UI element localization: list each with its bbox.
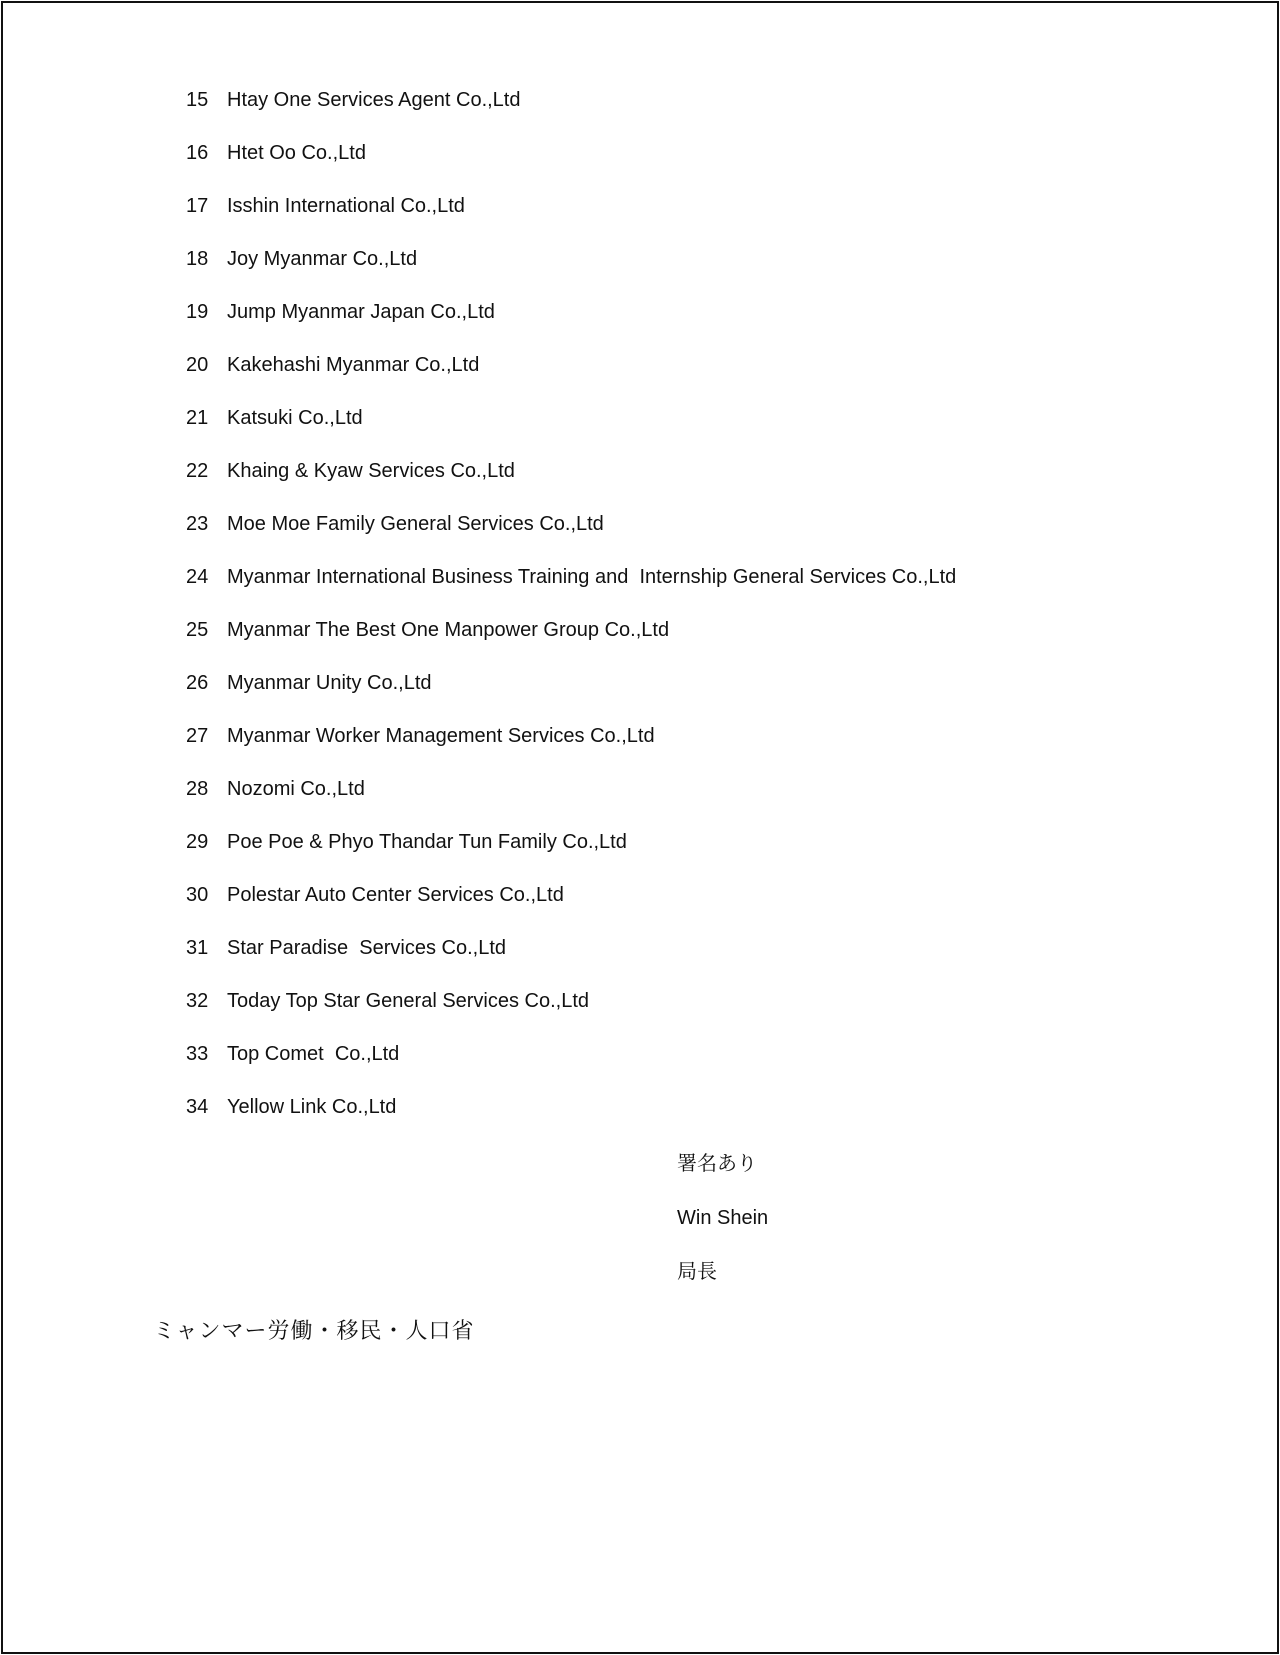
list-item — [186, 1042, 956, 1095]
item-number: 29 — [186, 831, 209, 853]
ministry-name: ミャンマー労働・移民・人口省 — [153, 1318, 475, 1343]
list-item — [186, 936, 956, 989]
item-number: 18 — [186, 248, 209, 270]
list-item — [186, 512, 956, 565]
list-item — [186, 830, 956, 883]
company-name: Katsuki Co.,Ltd — [227, 407, 363, 429]
company-name: Myanmar Worker Management Services Co.,Ltd — [227, 725, 655, 747]
list-item — [186, 247, 956, 300]
item-number: 16 — [186, 142, 209, 164]
company-name: Myanmar International Business Training and Internship General Services Co.,Ltd — [227, 566, 957, 588]
item-number: 31 — [186, 937, 209, 959]
list-item — [186, 671, 956, 724]
company-list — [186, 88, 956, 1148]
list-item — [186, 883, 956, 936]
company-name: Top Comet Co.,Ltd — [227, 1043, 400, 1065]
list-item — [186, 406, 956, 459]
list-item — [186, 618, 956, 671]
company-name: Polestar Auto Center Services Co.,Ltd — [227, 884, 564, 906]
item-number: 23 — [186, 513, 209, 535]
item-number: 32 — [186, 990, 209, 1012]
company-name: Nozomi Co.,Ltd — [227, 778, 365, 800]
list-item — [186, 989, 956, 1042]
company-name: Kakehashi Myanmar Co.,Ltd — [227, 354, 480, 376]
list-item — [186, 565, 956, 618]
signatory-name: Win Shein — [677, 1207, 769, 1229]
list-item — [186, 353, 956, 406]
item-number: 19 — [186, 301, 209, 323]
item-number: 34 — [186, 1096, 209, 1118]
signed-note: 署名あり — [677, 1153, 757, 1175]
item-number: 27 — [186, 725, 209, 747]
signatory-title: 局長 — [677, 1261, 717, 1283]
company-name: Joy Myanmar Co.,Ltd — [227, 248, 418, 270]
company-name: Htet Oo Co.,Ltd — [227, 142, 366, 164]
item-number: 26 — [186, 672, 209, 694]
signature-block — [677, 1152, 768, 1314]
item-number: 28 — [186, 778, 209, 800]
item-number: 33 — [186, 1043, 209, 1065]
company-name: Yellow Link Co.,Ltd — [227, 1096, 397, 1118]
item-number: 22 — [186, 460, 209, 482]
list-item — [186, 724, 956, 777]
company-name: Poe Poe & Phyo Thandar Tun Family Co.,Ltd — [227, 831, 627, 853]
item-number: 15 — [186, 89, 209, 111]
company-name: Htay One Services Agent Co.,Ltd — [227, 89, 521, 111]
list-item — [186, 777, 956, 830]
company-name: Myanmar Unity Co.,Ltd — [227, 672, 432, 694]
list-item — [186, 300, 956, 353]
company-name: Khaing & Kyaw Services Co.,Ltd — [227, 460, 515, 482]
list-item — [186, 1095, 956, 1148]
company-name: Moe Moe Family General Services Co.,Ltd — [227, 513, 604, 535]
list-item — [186, 141, 956, 194]
item-number: 21 — [186, 407, 209, 429]
item-number: 17 — [186, 195, 209, 217]
item-number: 30 — [186, 884, 209, 906]
item-number: 20 — [186, 354, 209, 376]
list-item — [186, 459, 956, 512]
company-name: Myanmar The Best One Manpower Group Co.,Ltd — [227, 619, 670, 641]
company-name: Today Top Star General Services Co.,Ltd — [227, 990, 590, 1012]
company-name: Jump Myanmar Japan Co.,Ltd — [227, 301, 495, 323]
company-name: Star Paradise Services Co.,Ltd — [227, 937, 507, 959]
list-item — [186, 194, 956, 247]
item-number: 24 — [186, 566, 209, 588]
item-number: 25 — [186, 619, 209, 641]
list-item — [186, 88, 956, 141]
company-name: Isshin International Co.,Ltd — [227, 195, 465, 217]
